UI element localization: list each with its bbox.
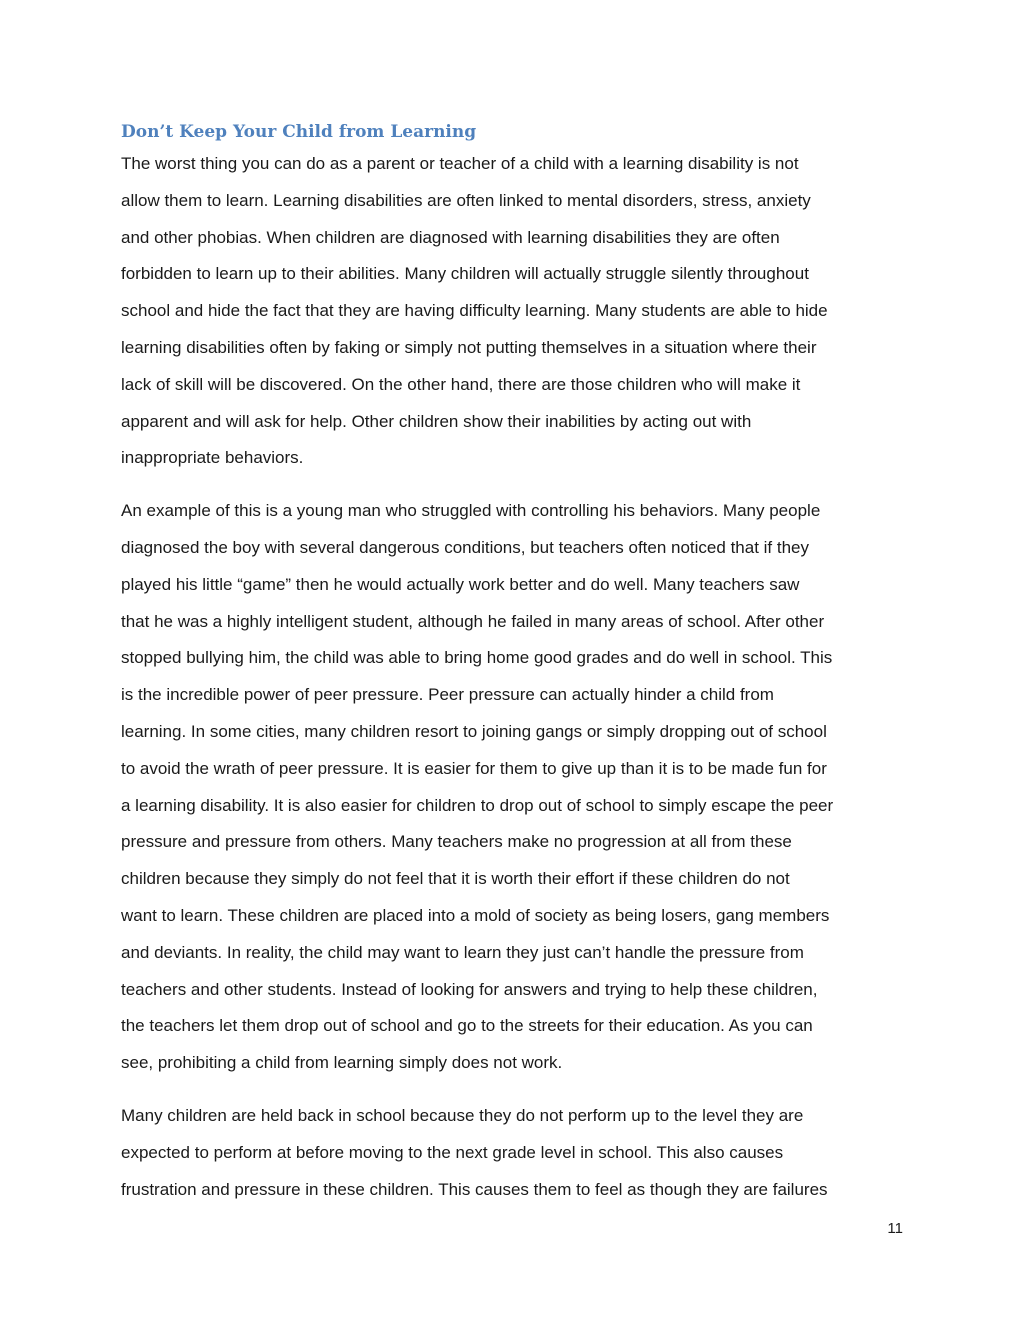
paragraph-2 (121, 493, 911, 1082)
text-line: expected to perform at before moving to the next grade level in school. This also causes (121, 1142, 784, 1162)
text-line: and deviants. In reality, the child may want to learn they just can’t handle the pressure from (121, 942, 804, 962)
text-line: want to learn. These children are placed into a mold of society as being losers, gang members (121, 905, 830, 925)
text-line: allow them to learn. Learning disabilities are often linked to mental disorders, stress, anxiety (121, 190, 811, 210)
text-line: inappropriate behaviors. (121, 448, 304, 468)
text-line: diagnosed the boy with several dangerous conditions, but teachers often noticed that if they (121, 537, 810, 557)
text-line: An example of this is a young man who struggled with controlling his behaviors. Many people (121, 501, 821, 521)
text-line: lack of skill will be discovered. On the other hand, there are those children who will make it (121, 374, 801, 394)
text-line: that he was a highly intelligent student, although he failed in many areas of school. After other (121, 611, 825, 631)
text-line: forbidden to learn up to their abilities. Many children will actually struggle silently throughout (121, 264, 809, 284)
text-line: pressure and pressure from others. Many teachers make no progression at all from these (121, 832, 792, 852)
text-line: apparent and will ask for help. Other children show their inabilities by acting out with (121, 411, 752, 431)
text-line: frustration and pressure in these children. This causes them to feel as though they are failures (121, 1179, 828, 1199)
text-line: a learning disability. It is also easier for children to drop out of school to simply escape the peer (121, 795, 834, 815)
text-line: learning. In some cities, many children resort to joining gangs or simply dropping out of school (121, 721, 827, 741)
paragraph-1 (121, 146, 911, 477)
text-line: the teachers let them drop out of school and go to the streets for their education. As you can (121, 1016, 813, 1036)
section-heading: Don’t Keep Your Child from Learning (121, 122, 477, 142)
text-line: is the incredible power of peer pressure. Peer pressure can actually hinder a child from (121, 685, 774, 705)
text-line: teachers and other students. Instead of looking for answers and trying to help these children, (121, 979, 818, 999)
page-number: 11 (887, 1220, 903, 1237)
text-line: see, prohibiting a child from learning simply does not work. (121, 1053, 563, 1073)
page-content (121, 118, 911, 1224)
text-line: to avoid the wrath of peer pressure. It is easier for them to give up than it is to be made fun for (121, 758, 827, 778)
text-line: children because they simply do not feel that it is worth their effort if these children do not (121, 869, 790, 889)
text-line: The worst thing you can do as a parent or teacher of a child with a learning disability is not (121, 154, 799, 173)
text-line: learning disabilities often by faking or simply not putting themselves in a situation where their (121, 337, 817, 357)
text-line: played his little “game” then he would actually work better and do well. Many teachers saw (121, 574, 800, 594)
paragraph-3 (121, 1098, 911, 1208)
text-line: Many children are held back in school because they do not perform up to the level they are (121, 1105, 804, 1125)
text-line: stopped bullying him, the child was able to bring home good grades and do well in school. This (121, 648, 833, 668)
text-line: school and hide the fact that they are having difficulty learning. Many students are able to hide (121, 301, 828, 321)
text-line: and other phobias. When children are diagnosed with learning disabilities they are often (121, 227, 780, 247)
